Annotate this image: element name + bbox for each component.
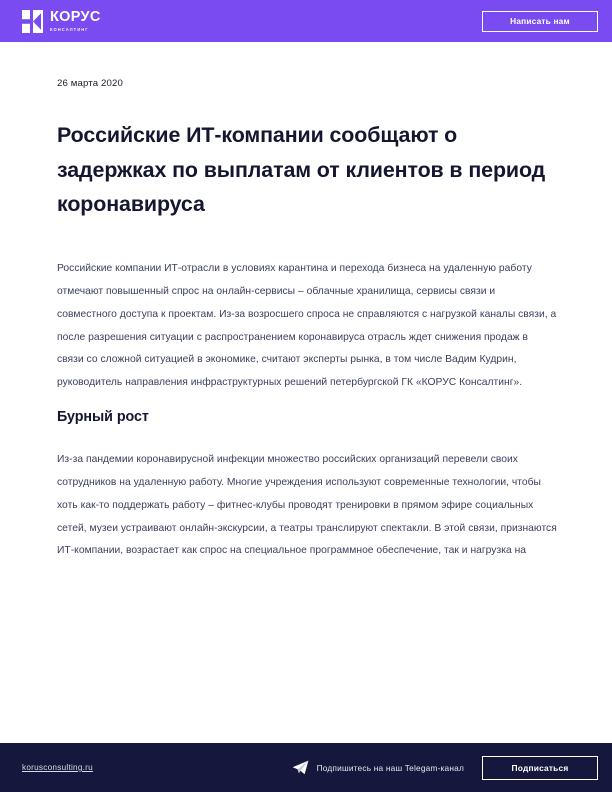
article-paragraph-1: Российские компании ИТ-отрасли в условиях карантина и перехода бизнеса на удаленную работу отмечают повышенный спрос на онлайн-сервисы – облачные хранилища, сервисы связи и совместного доступа к проектам. Из-за возросшего спроса не справляются с нагрузкой каналы связи, а после разрешения ситуации с распространением коронавируса отрасль ждет снижения продаж в связи со сложной ситуацией в экономике, считают эксперты рынка, в том числе Вадим Кудрин, руководитель направления инфраструктурных решений петербургской ГК «КОРУС Консалтинг». xyxy=(57,263,557,389)
telegram-subscribe-block[interactable] xyxy=(292,760,464,775)
brand-logo[interactable] xyxy=(22,10,101,33)
korus-k-mark-icon xyxy=(22,10,43,33)
page-title: Российские ИТ-компании сообщают о задержках по выплатам от клиентов в период коронавируса xyxy=(57,123,546,217)
telegram-subscribe-label: Подпишитесь на наш Telegam-канал xyxy=(316,762,464,773)
telegram-paper-plane-icon xyxy=(292,760,309,775)
brand-name: КОРУС xyxy=(50,9,101,26)
article-date: 26 марта 2020 xyxy=(57,78,123,89)
brand-subtitle: КОНСАЛТИНГ xyxy=(50,26,89,32)
subscribe-button[interactable]: Подписаться xyxy=(482,756,598,780)
site-footer xyxy=(0,743,612,792)
article-subheading: Бурный рост xyxy=(57,409,149,426)
article-body xyxy=(57,258,560,563)
brand-wordmark xyxy=(50,10,101,31)
site-header xyxy=(0,0,612,42)
article-content xyxy=(0,42,612,743)
footer-site-url[interactable]: korusconsulting.ru xyxy=(22,763,93,772)
article-paragraph-2: Из-за пандемии коронавирусной инфекции множество российских организаций перевели своих сотрудников на удаленную работу. Многие учреждения используют современные технологии, чтобы хоть как-то поддержать работу – фитнес-клубы проводят тренировки в прямом эфире социальных сетей, музеи устраивают онлайн-экскурсии, а театры транслируют спектакли. В этой связи, признаются ИТ-компании, возрастает как спрос на специальное программное обеспечение, так и нагрузка на xyxy=(57,454,557,557)
contact-us-button[interactable]: Написать нам xyxy=(482,11,598,32)
